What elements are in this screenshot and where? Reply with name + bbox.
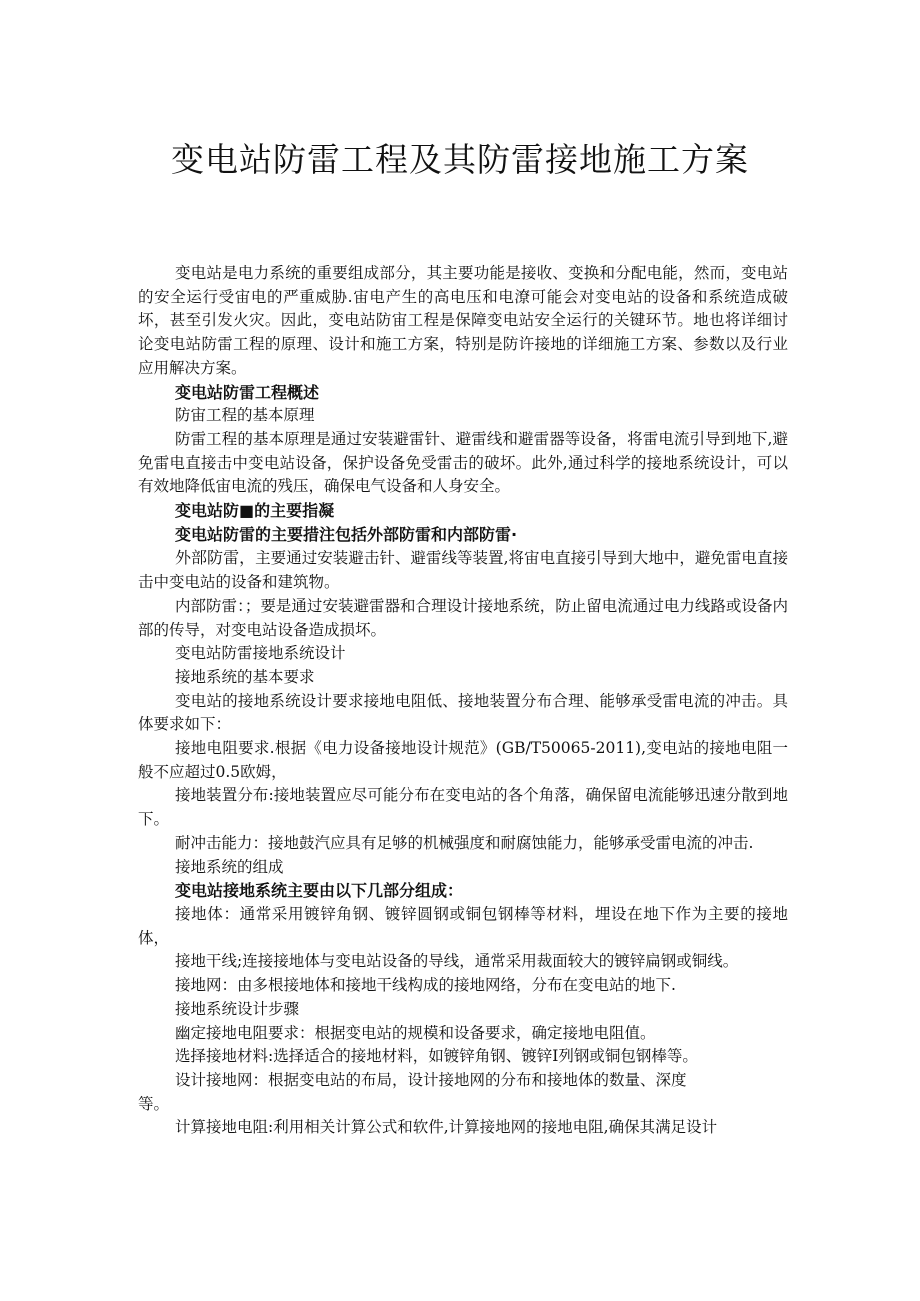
design-step-4: 计算接地电阻:利用相关计算公式和软件,计算接地网的接地电阻,确保其满足设计 [175, 1118, 718, 1137]
design-step-3b: 等。 [138, 1094, 170, 1113]
subheading-composition: 接地系统的组成 [175, 857, 284, 876]
composition-grounding-grid: 接地网：由多根接地体和接地干线构成的接地网络，分布在变电站的地下. [175, 976, 676, 995]
principle-paragraph: 防雷工程的基本原理是通过安装避雷针、避雷线和避雷器等设备，将雷电流引导到地下,避免雷电直接击中变电站设备，保护设备免受雷击的破坏。此外,通过科学的接地系统设计，可以有效地降低宙电流的残压，确保电气设备和人身安全。 [138, 429, 788, 496]
requirement-distribution: 接地装置分布:接地装置应尽可能分布在变电站的各个角落，确保留电流能够迅速分散到地下。 [138, 786, 788, 829]
section-heading-measures: 变电站防■的主要指凝 [175, 501, 335, 521]
composition-grounding-trunk: 接地干线;连接接地体与变电站设备的导线，通常采用裁面较大的镀锌扁钢或铜线。 [175, 952, 739, 971]
requirement-impact: 耐冲击能力：接地鼓汽应具有足够的机械强度和耐腐蚀能力，能够承受雷电流的冲击. [175, 833, 754, 852]
subheading-principle: 防宙工程的基本原理 [175, 406, 315, 425]
subheading-grounding-design: 变电站防雷接地系统设计 [175, 644, 346, 663]
subheading-basic-requirements: 接地系统的基本要求 [175, 667, 315, 686]
requirement-resistance: 接地电阻要求.根据《电力设备接地设计规范》(GB/T50065-2011),变电站的接地电阻一般不应超过0.5欧姆， [138, 739, 788, 781]
external-protection-lead: 外部防雷， [175, 548, 256, 568]
design-step-2: 选择接地材料:选择适合的接地材料，如镀锌角钢、镀锌I列钢或铜包钢棒等。 [175, 1047, 698, 1066]
measures-paragraph: 变电站防雷的主要措注包括外部防雷和内部防雷· [175, 524, 518, 544]
subheading-design-steps: 接地系统设计步骤 [175, 999, 300, 1018]
section-heading-overview: 变电站防雷工程概述 [175, 382, 320, 402]
external-protection-paragraph [138, 546, 788, 594]
document-body [138, 262, 788, 1140]
basic-requirements-paragraph: 变电站的接地系统设计要求接地电阻低、接地装置分布合理、能够承受雷电流的冲击。具体要求如下： [138, 691, 788, 734]
design-step-3a: 设计接地网：根据变电站的布局，设计接地网的分布和接地体的数量、深度 [175, 1070, 687, 1089]
document-title: 变电站防雷工程及其防雷接地施工方案 [171, 140, 749, 179]
composition-grounding-body: 接地体：通常采用镀锌角钢、镀锌圆钢或铜包钢棒等材料，埋设在地下作为主要的接地体， [138, 904, 788, 947]
intro-paragraph: 变电站是电力系统的重要组成部分，其主要功能是接收、变换和分配电能，然而，变电站的安全运行受宙电的严重威胁.宙电产生的高电压和电潦可能会对变电站的设备和系统造成破坏，甚至引发火灾。因此，变电站防宙工程是保障变电站安全运行的关键环节。地也将详细讨论变电站防雷工程的原理、设计和施工方案，特别是防许接地的详细施工方案、参数以及行业应用解决方案。 [138, 264, 788, 377]
external-protection-text: 主要通过安装避击针、避雷线等装置,将宙电直接引导到大地中，避免雷电直接击中变电站的设备和建筑物。 [138, 549, 788, 592]
design-step-1: 幽定接地电阻要求：根据变电站的规模和设备要求，确定接地电阻值。 [175, 1023, 656, 1042]
composition-paragraph: 变电站接地系统主要由以下几部分组成： [175, 881, 464, 901]
internal-protection-paragraph: 内部防雷：；要是通过安装避雷器和合理设计接地系统，防止留电流通过电力线路或设备内部的传导，对变电站设备造成损坏。 [138, 596, 788, 639]
